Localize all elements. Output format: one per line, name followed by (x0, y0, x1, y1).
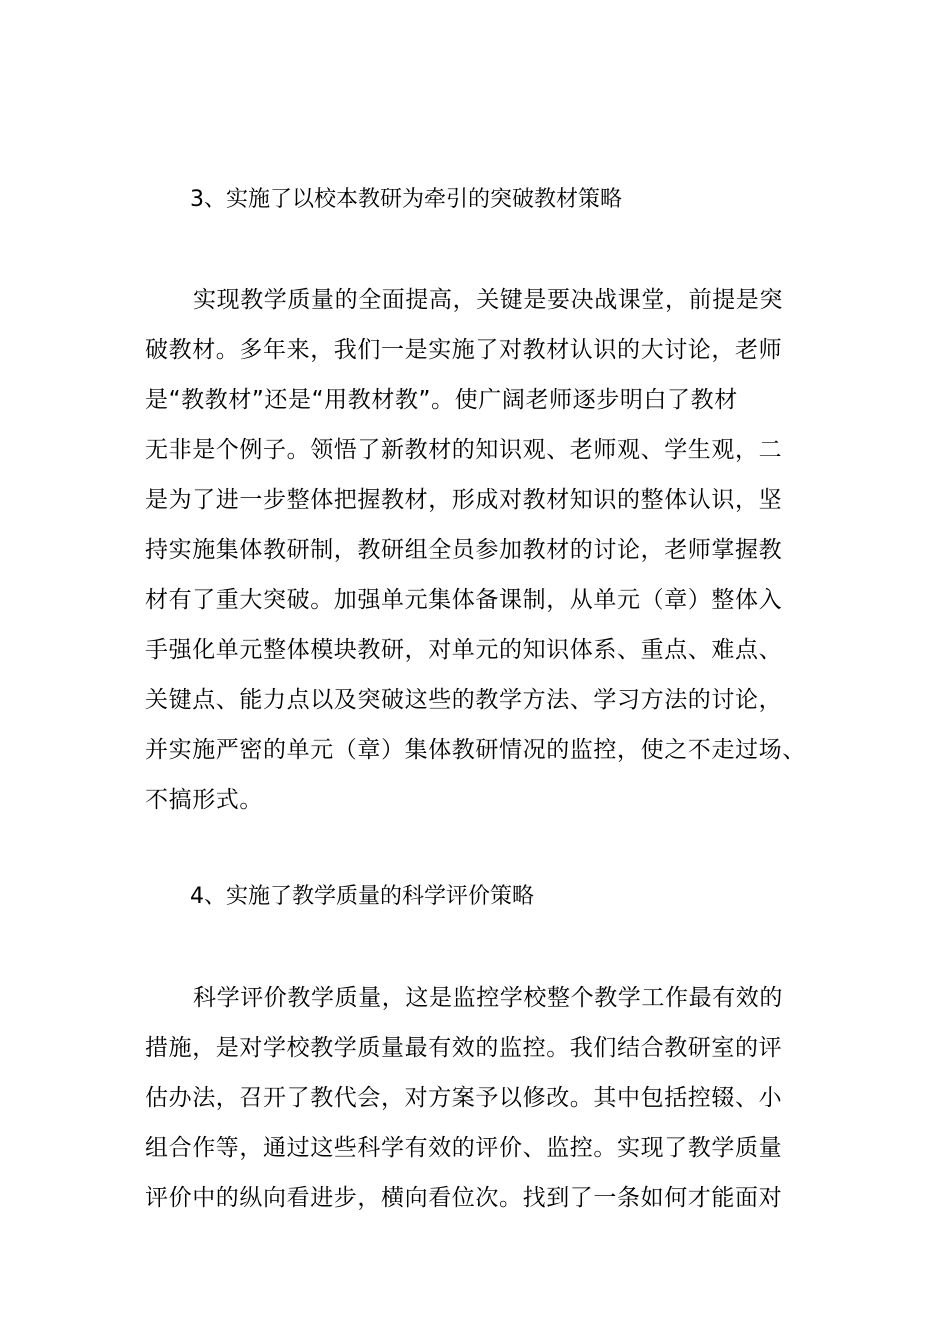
paragraph-line: 实现教学质量的全面提高，关键是要决战课堂，前提是突 (193, 287, 783, 313)
paragraph-line: 组合作等，通过这些科学有效的评价、监控。实现了教学质量 (145, 1135, 783, 1161)
paragraph-line: 评价中的纵向看进步，横向看位次。找到了一条如何才能面对 (145, 1185, 783, 1211)
paragraph-line: 无非是个例子。领悟了新教材的知识观、老师观、学生观，二 (145, 437, 783, 463)
paragraph-line: 估办法，召开了教代会，对方案予以修改。其中包括控辍、小 (145, 1085, 783, 1111)
paragraph-line: 持实施集体教研制，教研组全员参加教材的讨论，老师掌握教 (145, 537, 783, 563)
section-heading-3: 3、实施了以校本教研为牵引的突破教材策略 (190, 187, 622, 212)
paragraph-line: 关键点、能力点以及突破这些的教学方法、学习方法的讨论， (145, 687, 783, 713)
paragraph-line: 科学评价教学质量，这是监控学校整个教学工作最有效的 (193, 985, 783, 1011)
section-heading-4: 4、实施了教学质量的科学评价策略 (190, 884, 534, 909)
paragraph-line: 破教材。多年来，我们一是实施了对教材认识的大讨论，老师 (145, 337, 783, 363)
paragraph-line: 措施，是对学校教学质量最有效的监控。我们结合教研室的评 (145, 1035, 783, 1061)
paragraph-line: 材有了重大突破。加强单元集体备课制，从单元（章）整体入 (145, 587, 783, 613)
paragraph-line: 不搞形式。 (145, 787, 263, 813)
paragraph-line: 手强化单元整体模块教研，对单元的知识体系、重点、难点、 (145, 637, 783, 663)
paragraph-line: 并实施严密的单元（章）集体教研情况的监控，使之不走过场、 (145, 737, 806, 763)
paragraph-line: 是“教教材”还是“用教材教”。使广阔老师逐步明白了教材 (145, 387, 738, 413)
paragraph-line: 是为了进一步整体把握教材，形成对教材知识的整体认识，坚 (145, 487, 783, 513)
